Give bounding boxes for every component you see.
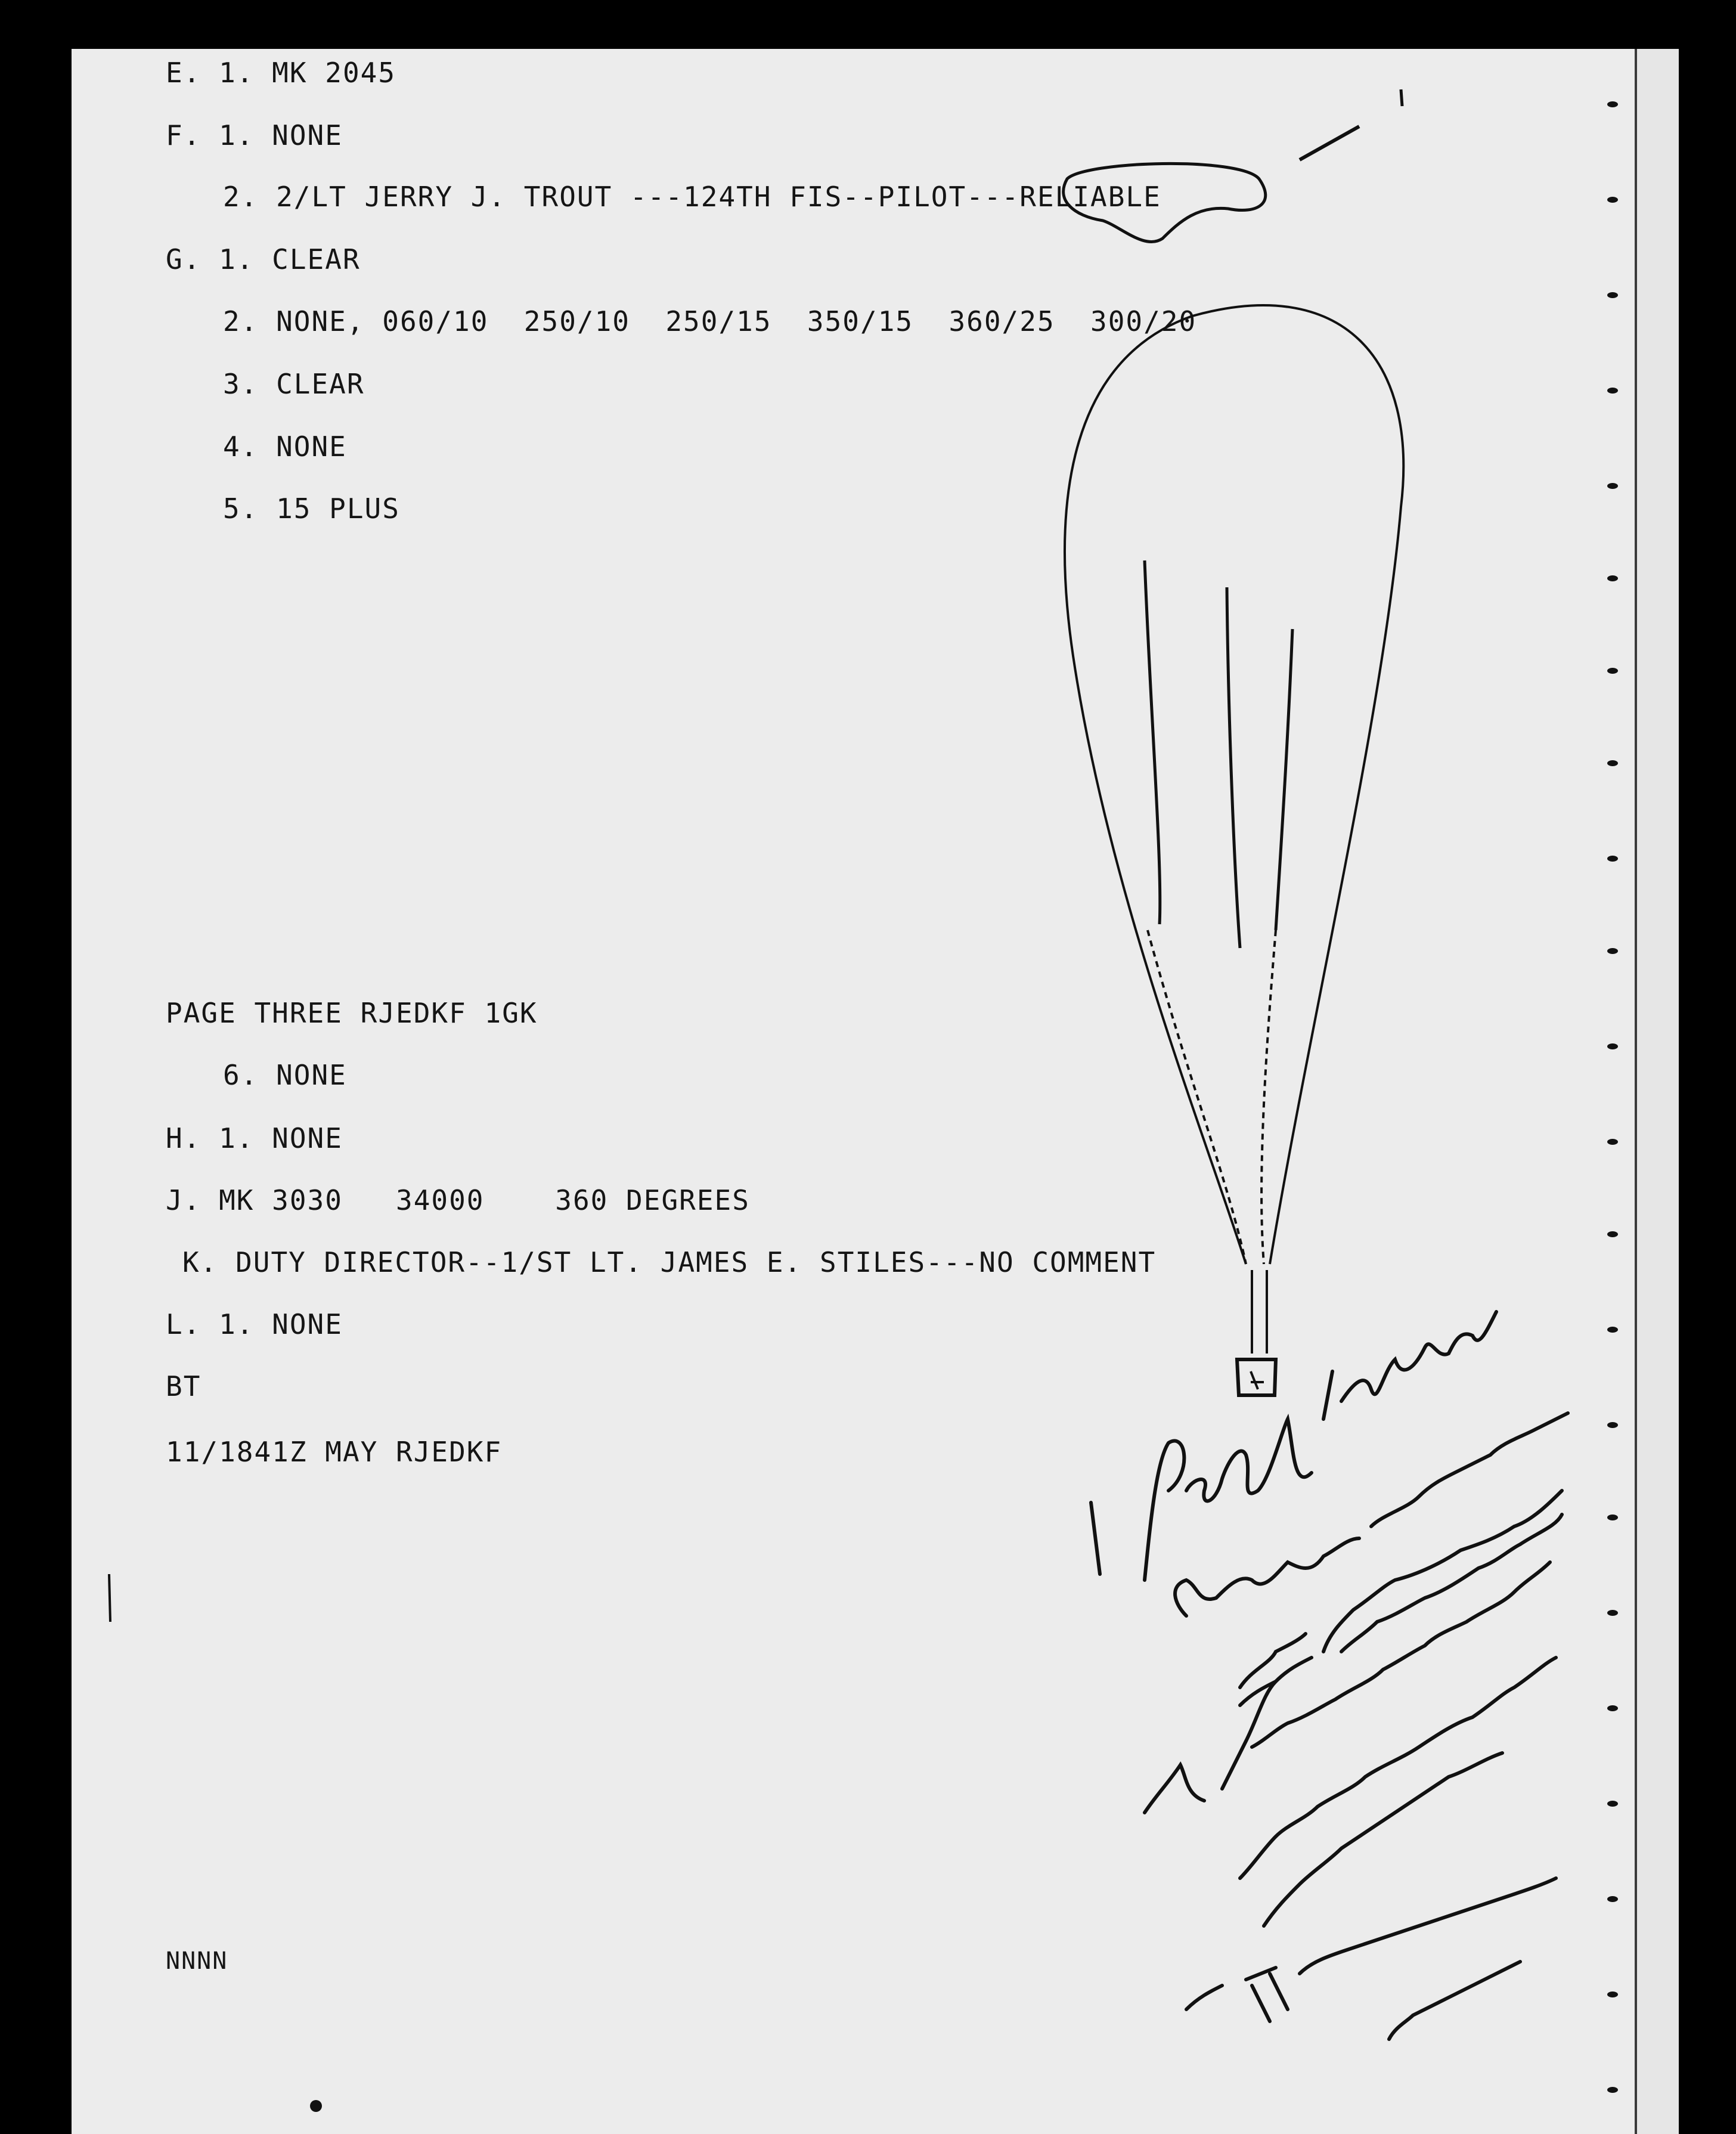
- line-dtg: 11/1841Z MAY RJEDKF: [166, 1436, 503, 1468]
- tractor-feed-strip: [1635, 49, 1679, 2134]
- line-k: K. DUTY DIRECTOR--1/ST LT. JAMES E. STILES---NO COMMENT: [182, 1246, 1157, 1278]
- line-g1: G. 1. CLEAR: [166, 243, 361, 275]
- line-bt: BT: [166, 1370, 202, 1402]
- line-g2: 2. NONE, 060/10 250/10 250/15 350/15 360/25 300/20: [223, 305, 1197, 337]
- line-l1: L. 1. NONE: [166, 1308, 343, 1340]
- line-g4: 4. NONE: [223, 430, 347, 463]
- paper-page: [72, 49, 1675, 2134]
- line-j: J. MK 3030 34000 360 DEGREES: [166, 1184, 750, 1216]
- line-end: NNNN: [166, 1947, 228, 1975]
- line-f2: 2. 2/LT JERRY J. TROUT ---124TH FIS--PILOT---RELIABLE: [223, 181, 1161, 213]
- line-h1: H. 1. NONE: [166, 1122, 343, 1154]
- line-g3: 3. CLEAR: [223, 368, 365, 400]
- line-e1: E. 1. MK 2045: [166, 57, 396, 89]
- page-header: PAGE THREE RJEDKF 1GK: [166, 997, 538, 1029]
- line-g6: 6. NONE: [223, 1059, 347, 1091]
- line-g5: 5. 15 PLUS: [223, 493, 400, 525]
- line-f1: F. 1. NONE: [166, 119, 343, 151]
